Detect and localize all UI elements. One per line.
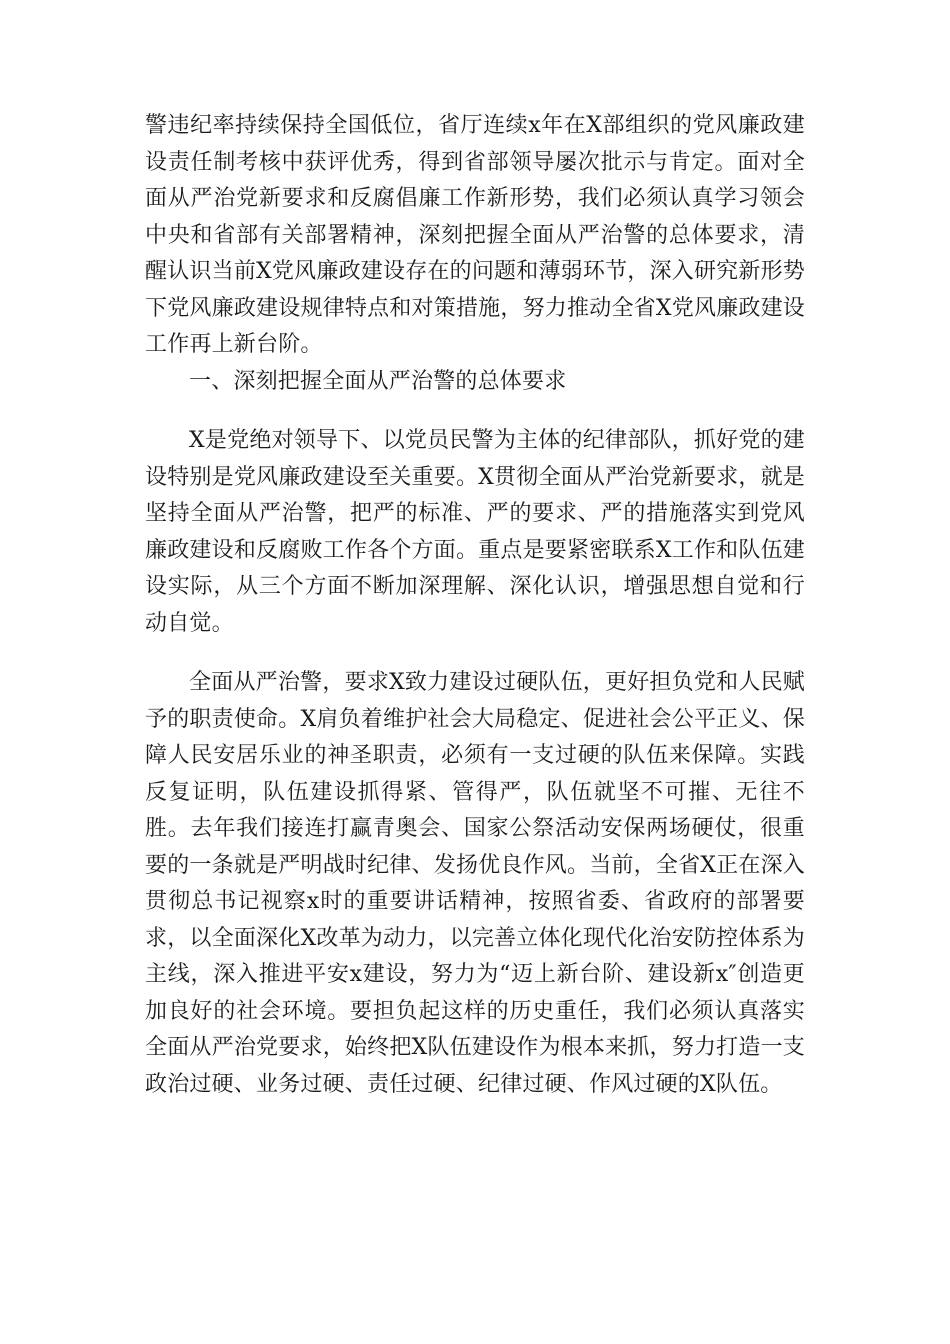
section-heading-1: 一、深刻把握全面从严治警的总体要求 — [189, 368, 567, 394]
paragraph-2: 全面从严治警，要求X致力建设过硬队伍，更好担负党和人民赋予的职责使命。X肩负着维护社会大局稳定、促进社会公平正义、保障人民安居乐业的神圣职责，必须有一支过硬的队伍来保障。实践反复证明，队伍建设抓得紧、管得严，队伍就坚不可摧、无往不胜。去年我们接连打赢青奥会、国家公祭活动安保两场硬仗，很重要的一条就是严明战时纪律、发扬优良作风。当前，全省X正在深入贯彻总书记视察x时的重要讲话精神，按照省委、省政府的部署要求，以全面深化X改革为动力，以完善立体化现代化治安防控体系为主线，深入推进平安x建设，努力为“迈上新台阶、建设新x″创造更加良好的社会环境。要担负起这样的历史重任，我们必须认真落实全面从严治党要求，始终把X队伍建设作为根本来抓，努力打造一支政治过硬、业务过硬、责任过硬、纪律过硬、作风过硬的X队伍。 — [145, 670, 805, 1097]
paragraph-1: X是党绝对领导下、以党员民警为主体的纪律部队，抓好党的建设特别是党风廉政建设至关重要。X贯彻全面从严治党新要求，就是坚持全面从严治警，把严的标准、严的要求、严的措施落实到党风廉政建设和反腐败工作各个方面。重点是要紧密联系X工作和队伍建设实际，从三个方面不断加深理解、深化认识，增强思想自觉和行动自觉。 — [145, 428, 805, 636]
paragraph-continued: 警违纪率持续保持全国低位，省厅连续x年在X部组织的党风廉政建设责任制考核中获评优秀，得到省部领导屡次批示与肯定。面对全面从严治党新要求和反腐倡廉工作新形势，我们必须认真学习领会中央和省部有关部署精神，深刻把握全面从严治警的总体要求，清醒认识当前X党风廉政建设存在的问题和薄弱环节，深入研究新形势下党风廉政建设规律特点和对策措施，努力推动全省X党风廉政建设工作再上新台阶。 — [145, 113, 805, 357]
document-page — [145, 108, 805, 1103]
